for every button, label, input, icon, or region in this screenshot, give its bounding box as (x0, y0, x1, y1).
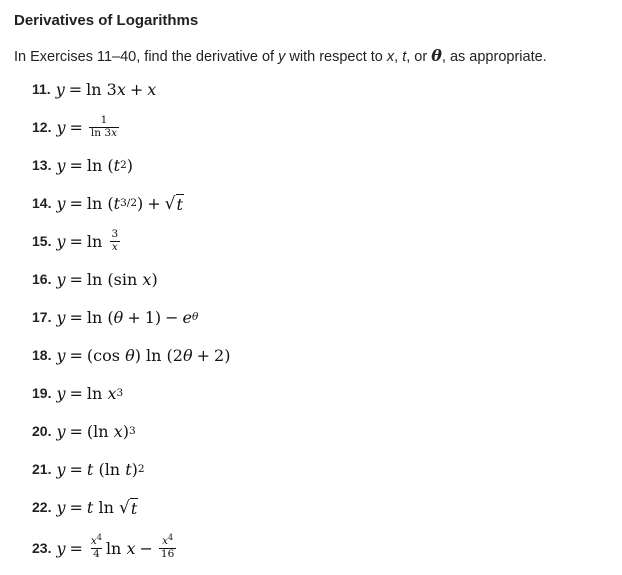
exercise-13 (32, 152, 133, 178)
exercise-number: 17. (32, 309, 52, 325)
exercise-20 (32, 418, 136, 444)
intro-text: with respect to (285, 49, 387, 65)
intro-text: , as appropriate. (441, 49, 547, 65)
exercise-number: 12. (32, 119, 52, 135)
exercise-14 (32, 190, 184, 216)
exercise-number: 21. (32, 461, 52, 477)
exercise-17 (32, 304, 198, 330)
exercise-number: 13. (32, 157, 52, 173)
exercise-19 (32, 380, 123, 406)
exercise-18 (32, 342, 230, 368)
exercise-22 (32, 494, 138, 520)
equation: y = ln 3 x + x (55, 79, 157, 99)
equation: y = t ( ln t ) 2 (56, 459, 145, 479)
equation: y = ( cos θ ) ln (2 θ + 2) (56, 345, 231, 365)
exercise-21 (32, 456, 145, 482)
equation: y = ln ( sin x ) (56, 269, 158, 289)
intro-text: In Exercises 11–40, find the derivative of (14, 49, 279, 65)
page-title: Derivatives of Logarithms (14, 12, 199, 29)
exercise-12 (32, 114, 121, 140)
var-t: t (402, 49, 407, 65)
equation: y = ln ( θ + 1) − e θ (56, 307, 199, 327)
equation: y = $\frac{x^4}{4}$ ln x − $\frac{x^4}{16}$ (56, 533, 175, 560)
var-theta: θ (431, 46, 442, 65)
exercise-23 (32, 535, 178, 561)
exercise-11 (32, 76, 156, 102)
equation: y = ln ( t 2 ) (56, 155, 134, 175)
exercise-number: 16. (32, 271, 52, 287)
exercise-number: 18. (32, 347, 52, 363)
equation: y = ln x 3 (56, 383, 124, 403)
exercise-number: 23. (32, 540, 52, 556)
instructions (14, 46, 547, 65)
exercise-16 (32, 266, 158, 292)
intro-text: , or (406, 49, 432, 65)
exercise-number: 14. (32, 195, 52, 211)
exercise-number: 15. (32, 233, 52, 249)
exercise-number: 20. (32, 423, 52, 439)
var-x: x (386, 49, 395, 65)
var-y: y (278, 49, 286, 65)
exercise-number: 22. (32, 499, 52, 515)
equation: y = ln ( t 3/2 ) + √ t (56, 193, 183, 214)
exercise-number: 11. (32, 81, 51, 97)
equation: y = t ln √ t (56, 497, 138, 518)
equation: y = ( ln x ) 3 (56, 421, 136, 441)
intro-text: , (394, 49, 403, 65)
equation: y = ln $\frac{3}{x}$ (56, 228, 119, 253)
exercise-number: 19. (32, 385, 52, 401)
equation: y = $\frac{1}{\ln 3x}$ (56, 114, 117, 139)
exercise-15 (32, 228, 122, 254)
